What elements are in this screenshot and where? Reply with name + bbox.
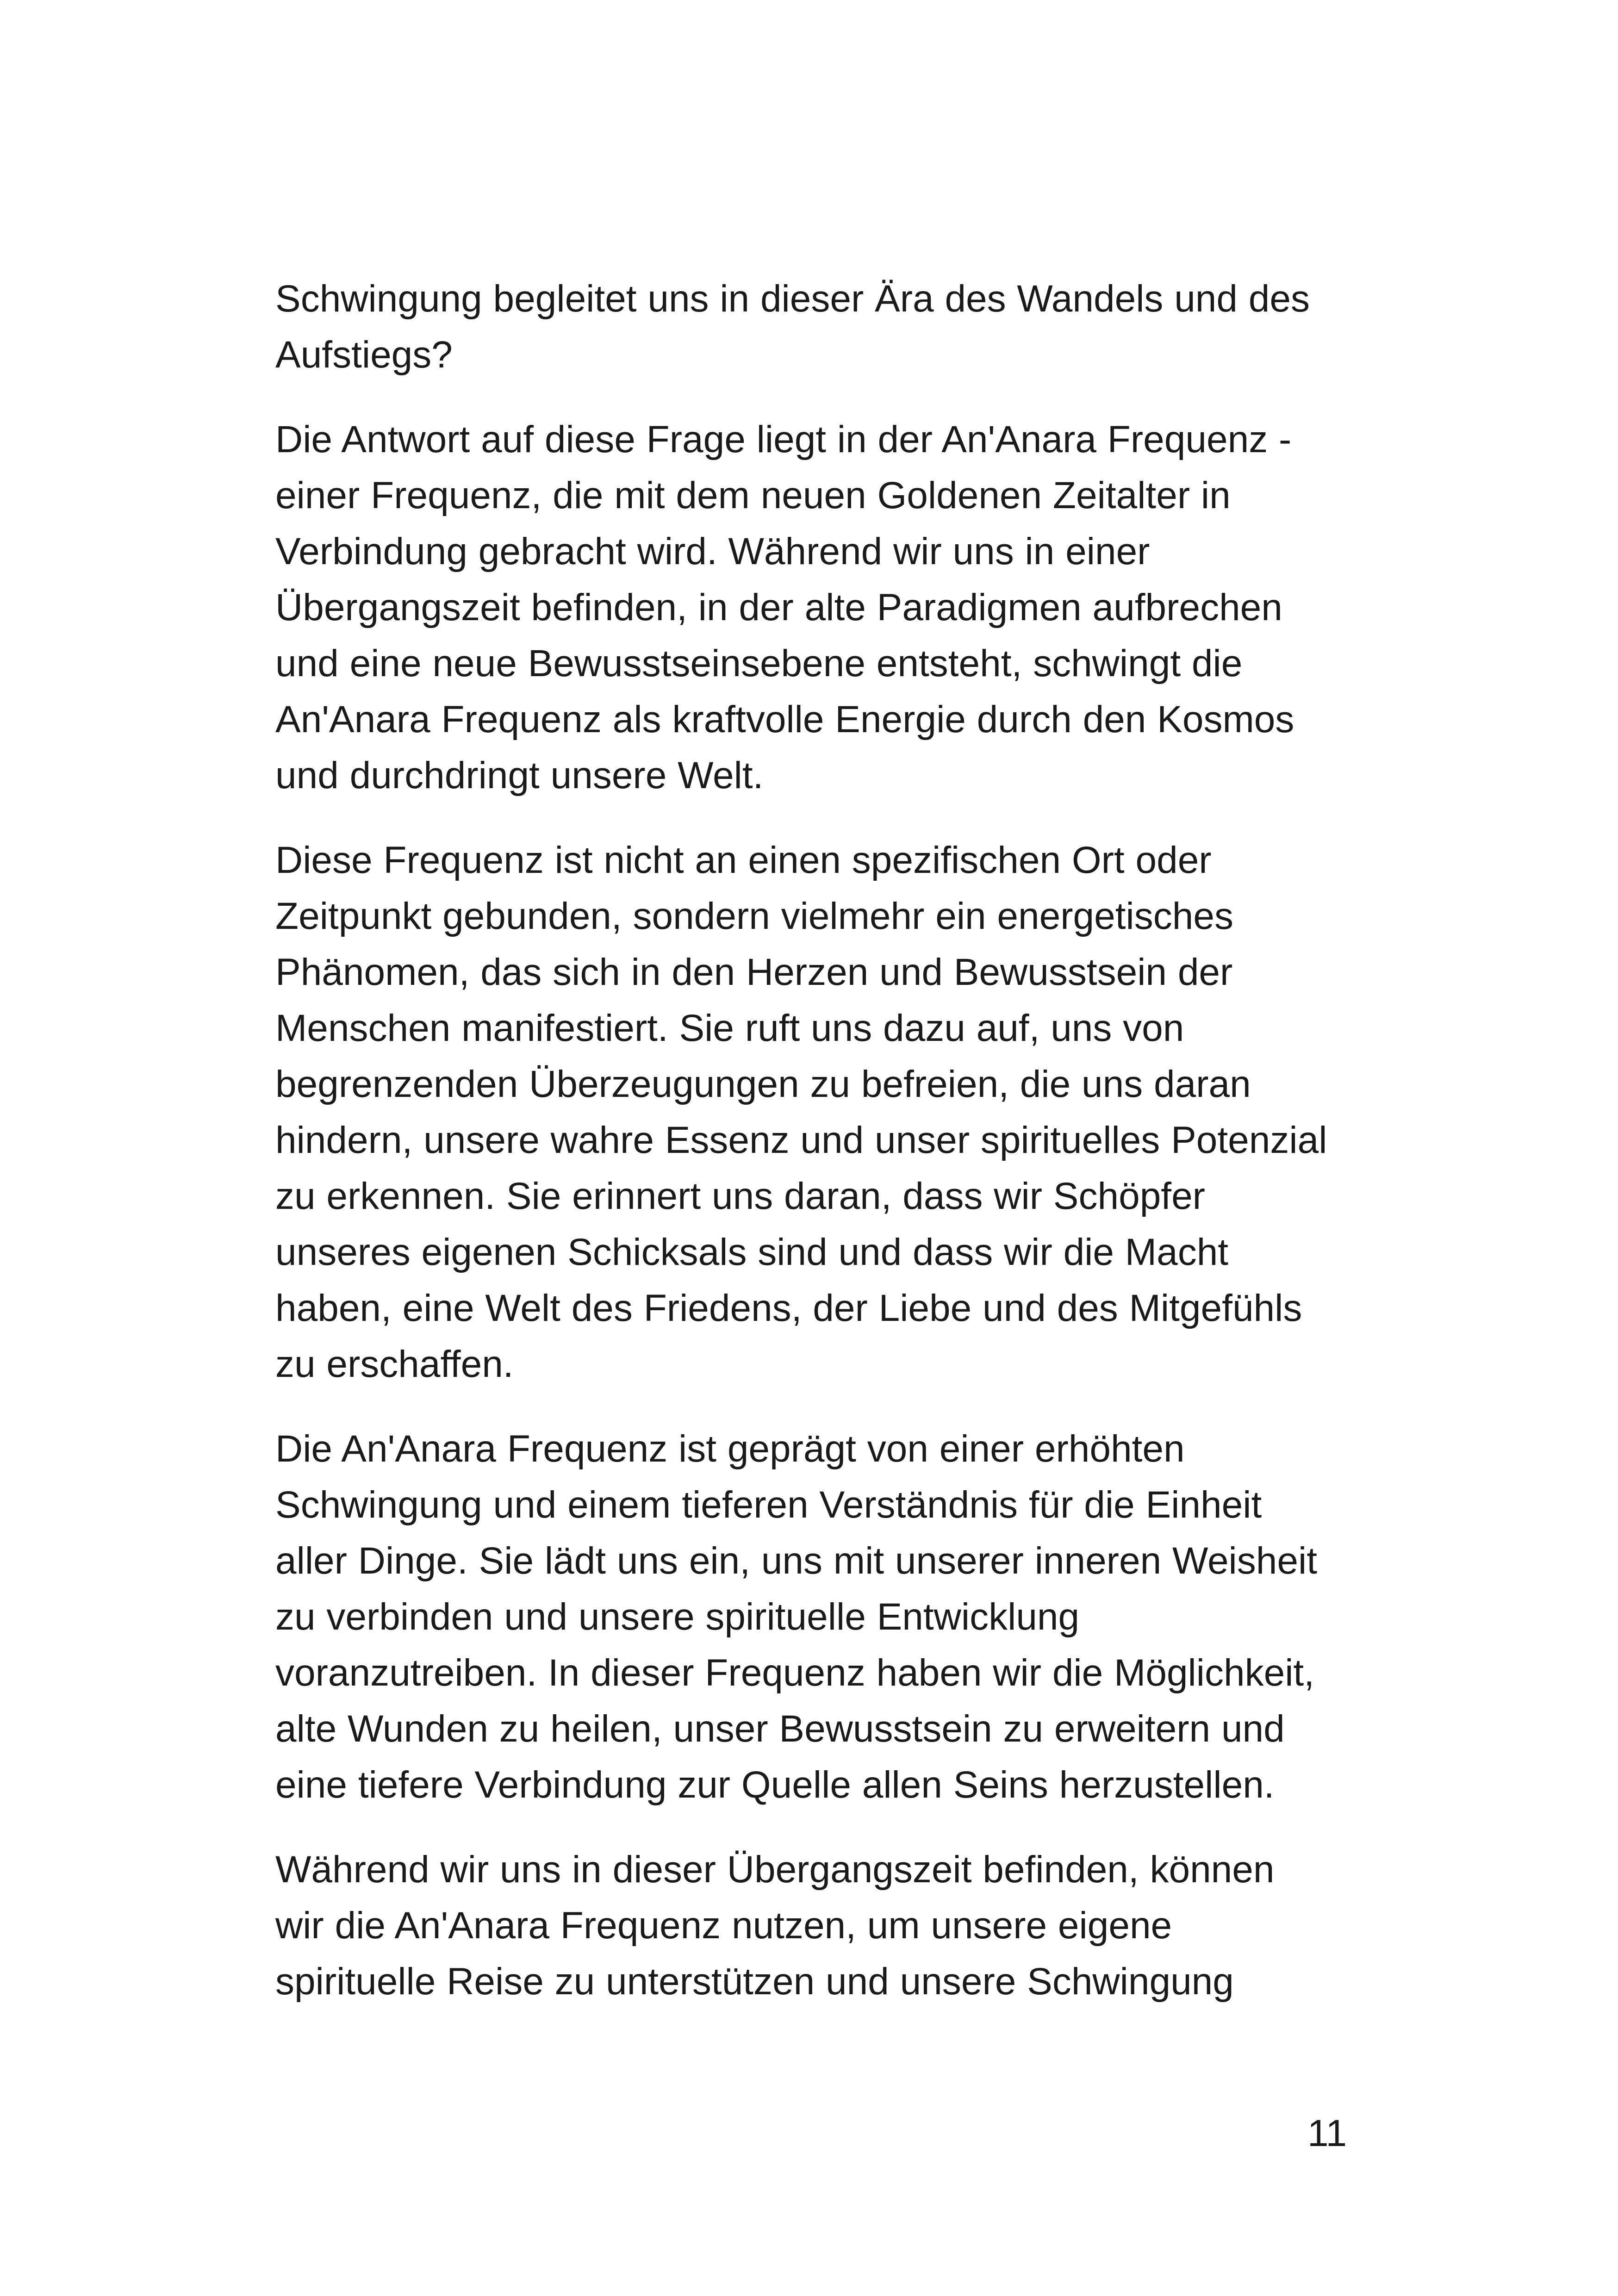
- text-line: Die An'Anara Frequenz ist geprägt von einer erhöhten: [275, 1428, 1185, 1470]
- text-line: spirituelle Reise zu unterstützen und unsere Schwingung: [275, 1960, 1234, 2003]
- text-line: Zeitpunkt gebunden, sondern vielmehr ein energetisches: [275, 895, 1233, 937]
- text-line: voranzutreiben. In dieser Frequenz haben wir die Möglichkeit,: [275, 1652, 1314, 1694]
- text-line: zu erschaffen.: [275, 1343, 514, 1385]
- text-line: alte Wunden zu heilen, unser Bewusstsein zu erweitern und: [275, 1708, 1285, 1750]
- text-line: zu verbinden und unsere spirituelle Entwicklung: [275, 1596, 1080, 1638]
- paragraph-5: [275, 1842, 1372, 2010]
- text-line: Phänomen, das sich in den Herzen und Bewusstsein der: [275, 951, 1233, 993]
- page-number: 11: [1307, 2112, 1347, 2154]
- text-line: eine tiefere Verbindung zur Quelle allen Seins herzustellen.: [275, 1764, 1275, 1806]
- body-text: [275, 271, 1372, 2038]
- text-line: haben, eine Welt des Friedens, der Liebe und des Mitgefühls: [275, 1287, 1302, 1329]
- paragraph-4: [275, 1421, 1372, 1813]
- text-line: Aufstiegs?: [275, 334, 453, 376]
- text-line: zu erkennen. Sie erinnert uns daran, dass wir Schöpfer: [275, 1175, 1205, 1217]
- text-line: Die Antwort auf diese Frage liegt in der An'Anara Frequenz -: [275, 418, 1292, 460]
- text-line: Übergangszeit befinden, in der alte Paradigmen aufbrechen: [275, 586, 1282, 628]
- text-line: Diese Frequenz ist nicht an einen spezifischen Ort oder: [275, 839, 1212, 881]
- text-line: und eine neue Bewusstseinsebene entsteht, schwingt die: [275, 642, 1243, 684]
- paragraph-2: [275, 411, 1372, 803]
- text-line: Verbindung gebracht wird. Während wir uns in einer: [275, 530, 1150, 572]
- text-line: unseres eigenen Schicksals sind und dass wir die Macht: [275, 1231, 1229, 1273]
- text-line: einer Frequenz, die mit dem neuen Goldenen Zeitalter in: [275, 474, 1231, 516]
- text-line: aller Dinge. Sie lädt uns ein, uns mit unserer inneren Weisheit: [275, 1540, 1317, 1582]
- text-line: und durchdringt unsere Welt.: [275, 754, 764, 796]
- text-line: Während wir uns in dieser Übergangszeit befinden, können: [275, 1848, 1275, 1891]
- text-line: An'Anara Frequenz als kraftvolle Energie durch den Kosmos: [275, 698, 1294, 740]
- text-line: Menschen manifestiert. Sie ruft uns dazu auf, uns von: [275, 1007, 1184, 1049]
- paragraph-3: [275, 832, 1372, 1392]
- text-line: hindern, unsere wahre Essenz und unser spirituelles Potenzial: [275, 1119, 1327, 1161]
- text-line: Schwingung begleitet uns in dieser Ära des Wandels und des: [275, 278, 1310, 320]
- text-line: Schwingung und einem tieferen Verständnis für die Einheit: [275, 1484, 1262, 1526]
- paragraph-1: [275, 271, 1372, 383]
- text-line: begrenzenden Überzeugungen zu befreien, die uns daran: [275, 1063, 1251, 1105]
- text-line: wir die An'Anara Frequenz nutzen, um unsere eigene: [275, 1904, 1172, 1947]
